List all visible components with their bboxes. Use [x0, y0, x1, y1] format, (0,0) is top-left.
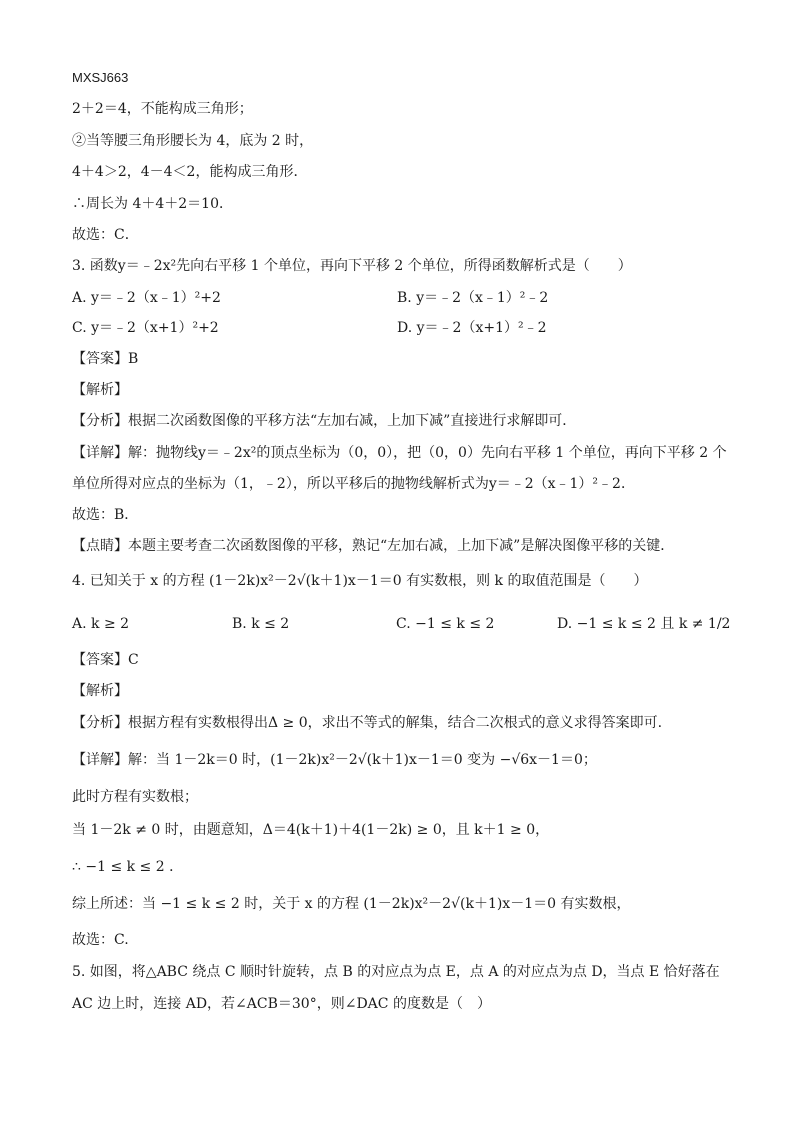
- q4-option-c: C. −1 ≤ k ≤ 2: [396, 616, 495, 632]
- q4-line-2: 此时方程有实数根；: [72, 789, 198, 805]
- q4-fenxi: 【分析】根据方程有实数根得出Δ ≥ 0，求出不等式的解集，结合二次根式的意义求得答案即可.: [72, 715, 663, 731]
- q3-option-d: D. y＝﹣2（x+1）²﹣2: [397, 320, 547, 336]
- text-line: ∴周长为 4＋4＋2＝10．: [72, 196, 233, 212]
- text-line: 2＋2＝4，不能构成三角形；: [72, 101, 253, 117]
- q3-answer: 【答案】B: [72, 351, 139, 367]
- q3-choose: 故选：B．: [72, 507, 139, 523]
- q3-xiangjie-1: 【详解】解：抛物线y＝﹣2x²的顶点坐标为（0，0），把（0，0）先向右平移 1 个单位，再向下平移 2 个: [72, 445, 727, 461]
- q4-choose: 故选：C.: [72, 932, 129, 948]
- q4-line-4: ∴ −1 ≤ k ≤ 2 ．: [72, 859, 184, 875]
- question-5-line-2: AC 边上时，连接 AD，若∠ACB＝30°，则∠DAC 的度数是（ ）: [72, 996, 491, 1012]
- q4-option-d: D. −1 ≤ k ≤ 2 且 k ≠ 1/2: [557, 616, 731, 632]
- text-line: ②当等腰三角形腰长为 4，底为 2 时，: [72, 133, 314, 149]
- q3-fenxi: 【分析】根据二次函数图像的平移方法“左加右减，上加下减”直接进行求解即可．: [72, 413, 577, 429]
- watermark-text: MXSJ663: [72, 70, 129, 85]
- q3-xiangjie-2: 单位所得对应点的坐标为（1，﹣2），所以平移后的抛物线解析式为y＝﹣2（x﹣1）²﹣2．: [72, 476, 635, 492]
- question-3-stem: 3. 函数y＝﹣2x²先向右平移 1 个单位，再向下平移 2 个单位，所得函数解析式是（ ）: [72, 258, 632, 274]
- text-line: 故选：C．: [72, 227, 139, 243]
- q4-xiangjie: 【详解】解：当 1－2k＝0 时，(1－2k)x²－2√(k＋1)x－1＝0 变为 −√6x－1＝0；: [72, 752, 597, 768]
- question-4-stem: 4. 已知关于 x 的方程 (1－2k)x²－2√(k＋1)x－1＝0 有实数根，则 k 的取值范围是（ ）: [72, 573, 648, 589]
- question-5-line-1: 5. 如图，将△ABC 绕点 C 顺时针旋转，点 B 的对应点为点 E，点 A 的对应点为点 D，当点 E 恰好落在: [72, 964, 720, 980]
- q3-option-c: C. y＝﹣2（x+1）²+2: [72, 320, 219, 336]
- q3-dianjing: 【点睛】本题主要考查二次函数图像的平移，熟记“左加右减，上加下减”是解决图像平移的关键．: [72, 538, 675, 554]
- q3-option-b: B. y＝﹣2（x﹣1）²﹣2: [397, 290, 549, 306]
- q4-line-5: 综上所述：当 −1 ≤ k ≤ 2 时，关于 x 的方程 (1－2k)x²－2√(k＋1)x－1＝0 有实数根，: [72, 896, 631, 912]
- q3-option-a: A. y＝﹣2（x﹣1）²+2: [72, 290, 221, 306]
- q4-answer: 【答案】C: [72, 652, 139, 668]
- text-line: 4＋4＞2，4－4＜2，能构成三角形．: [72, 164, 308, 180]
- q4-option-a: A. k ≥ 2: [72, 616, 130, 632]
- q3-analysis-tag: 【解析】: [72, 382, 128, 398]
- q4-option-b: B. k ≤ 2: [232, 616, 290, 632]
- q4-analysis-tag: 【解析】: [72, 683, 128, 699]
- q4-line-3: 当 1－2k ≠ 0 时，由题意知，Δ＝4(k＋1)＋4(1－2k) ≥ 0，且 k＋1 ≥ 0，: [72, 822, 550, 838]
